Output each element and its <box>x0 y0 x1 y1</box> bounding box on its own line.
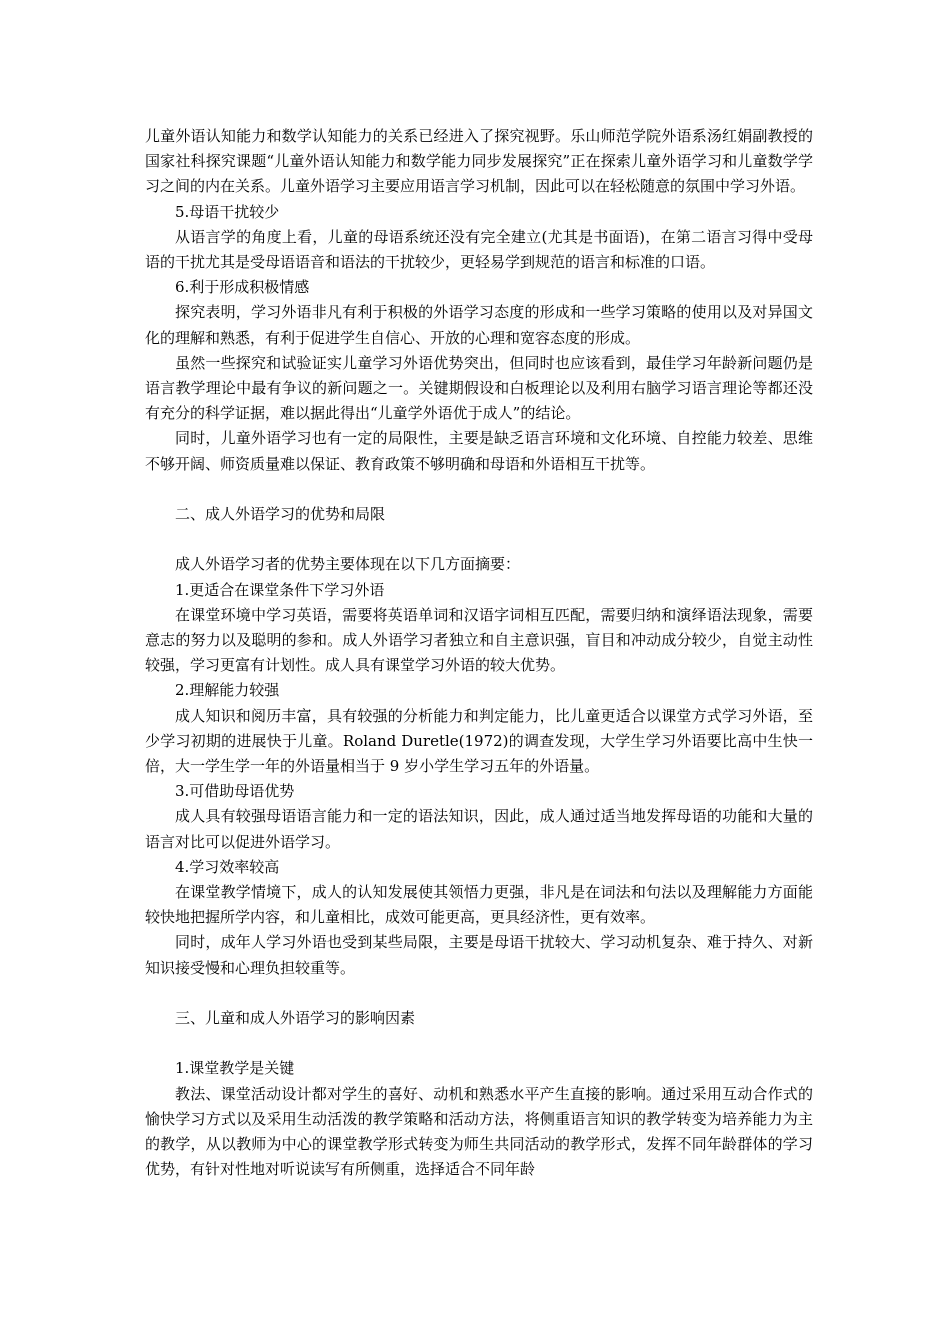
paragraph-mother-tongue-advantage: 成人具有较强母语语言能力和一定的语法知识，因此，成人通过适当地发挥母语的功能和大量的语言对比可以促进外语学习。 <box>145 807 813 851</box>
section-heading-adult-advantages: 二、成人外语学习的优势和局限 <box>175 505 386 524</box>
subheading-comprehension: 2.理解能力较强 <box>175 681 280 700</box>
paragraph-comprehension: 成人知识和阅历丰富，具有较强的分析能力和判定能力，比儿童更适合以课堂方式学习外语，至少学习初期的进展快于儿童。Roland Duretle(1972)的调查发现，大学生学习外语要比高中生快一倍，大一学生学一年的外语量相当于 9 岁小学生学习五年的外语量。 <box>145 706 813 776</box>
paragraph-mother-tongue-interference: 从语言学的角度上看，儿童的母语系统还没有完全建立(尤其是书面语)，在第二语言习得中受母语的干扰尤其是受母语语音和语法的干扰较少，更轻易学到规范的语言和标准的口语。 <box>145 227 813 272</box>
paragraph-child-limitations: 同时，儿童外语学习也有一定的局限性，主要是缺乏语言环境和文化环境、自控能力较差、思维不够开阔、师资质量难以保证、教育政策不够明确和母语和外语相互干扰等。 <box>145 429 813 473</box>
section-heading-influence-factors: 三、儿童和成人外语学习的影响因素 <box>175 1009 416 1028</box>
spacer <box>145 1031 813 1056</box>
paragraph-classroom-suited: 在课堂环境中学习英语，需要将英语单词和汉语字词相互匹配，需要归纳和演绎语法现象，需要意志的努力以及聪明的参和。成人外语学习者独立和自主意识强，盲目和冲动成分较少，自觉主动性较强，学习更富有计划性。成人具有课堂学习外语的较大优势。 <box>145 605 813 675</box>
paragraph-cognition-relationship: 儿童外语认知能力和数学认知能力的关系已经进入了探究视野。乐山师范学院外语系汤红娟副教授的国家社科探究课题“儿童外语认知能力和数学能力同步发展探究”正在探索儿童外语学习和儿童数学学习之间的内在关系。儿童外语学习主要应用语言学习机制，因此可以在轻松随意的氛围中学习外语。 <box>145 127 813 196</box>
paragraph-critical-period: 虽然一些探究和试验证实儿童学习外语优势突出，但同时也应该看到，最佳学习年龄新问题仍是语言教学理论中最有争议的新问题之一。关键期假设和白板理论以及利用右脑学习语言理论等都还没有充分的科学证据，难以据此得出“儿童学外语优于成人”的结论。 <box>145 353 813 423</box>
subheading-mother-tongue-advantage: 3.可借助母语优势 <box>175 782 295 801</box>
paragraph-efficiency: 在课堂教学情境下，成人的认知发展使其领悟力更强，非凡是在词法和句法以及理解能力方面能较快地把握所学内容，和儿童相比，成效可能更高，更具经济性，更有效率。 <box>145 883 813 927</box>
spacer <box>145 527 813 552</box>
paragraph-adult-intro: 成人外语学习者的优势主要体现在以下几方面摘要： <box>175 555 521 574</box>
paragraph-adult-limitations: 同时，成年人学习外语也受到某些局限，主要是母语干扰较大、学习动机复杂、难于持久、对新知识接受慢和心理负担较重等。 <box>145 933 813 977</box>
subheading-efficiency: 4.学习效率较高 <box>175 857 280 876</box>
document-page <box>145 124 813 1182</box>
paragraph-positive-emotion: 探究表明，学习外语非凡有利于积极的外语学习态度的形成和一些学习策略的使用以及对异国文化的理解和熟悉，有利于促进学生自信心、开放的心理和宽容态度的形成。 <box>145 303 813 347</box>
subheading-classroom-suited: 1.更适合在课堂条件下学习外语 <box>175 580 385 599</box>
spacer <box>145 477 813 502</box>
subheading-mother-tongue-interference: 5.母语干扰较少 <box>175 202 280 221</box>
spacer <box>145 981 813 1006</box>
subheading-classroom-teaching: 1.课堂教学是关键 <box>175 1059 295 1078</box>
subheading-positive-emotion: 6.利于形成积极情感 <box>175 278 310 297</box>
paragraph-classroom-teaching: 教法、课堂活动设计都对学生的喜好、动机和熟悉水平产生直接的影响。通过采用互动合作式的愉快学习方式以及采用生动活泼的教学策略和活动方法，将侧重语言知识的教学转变为培养能力为主的教学，从以教师为中心的课堂教学形式转变为师生共同活动的教学形式，发挥不同年龄群体的学习优势，有针对性地对听说读写有所侧重，选择适合不同年龄 <box>145 1084 813 1179</box>
